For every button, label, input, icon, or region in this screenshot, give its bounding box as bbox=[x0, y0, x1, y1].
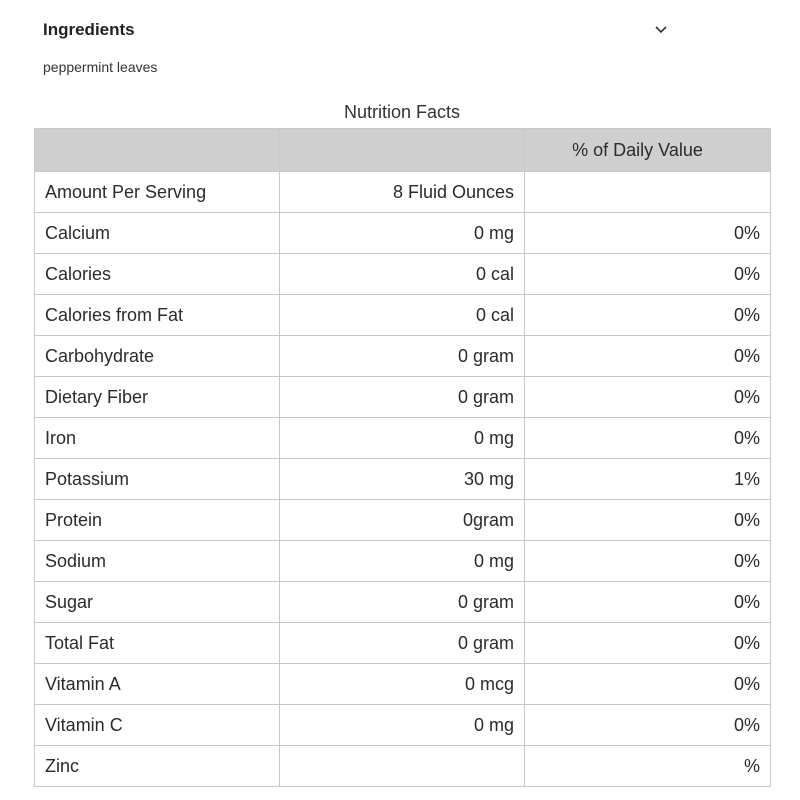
nutrient-amount-cell: 0 cal bbox=[280, 295, 525, 336]
nutrient-daily-value-cell: 0% bbox=[525, 664, 771, 705]
nutrient-daily-value-cell: 0% bbox=[525, 500, 771, 541]
table-row bbox=[35, 336, 771, 377]
nutrient-amount-cell: 0 gram bbox=[280, 582, 525, 623]
nutrient-amount-cell: 0 mg bbox=[280, 541, 525, 582]
table-row bbox=[35, 172, 771, 213]
nutrient-name-cell: Potassium bbox=[35, 459, 280, 500]
nutrient-amount-cell: 0 gram bbox=[280, 336, 525, 377]
nutrient-amount-cell bbox=[280, 746, 525, 787]
nutrient-amount-cell: 0 mg bbox=[280, 213, 525, 254]
nutrient-name-cell: Dietary Fiber bbox=[35, 377, 280, 418]
nutrient-amount-cell: 8 Fluid Ounces bbox=[280, 172, 525, 213]
nutrient-daily-value-cell: 0% bbox=[525, 295, 771, 336]
nutrition-table-body bbox=[35, 172, 771, 787]
table-row bbox=[35, 295, 771, 336]
nutrient-name-cell: Calories from Fat bbox=[35, 295, 280, 336]
table-row bbox=[35, 664, 771, 705]
nutrition-facts-title: Nutrition Facts bbox=[343, 102, 461, 122]
table-row bbox=[35, 500, 771, 541]
nutrient-name-cell: Iron bbox=[35, 418, 280, 459]
table-row bbox=[35, 254, 771, 295]
nutrient-daily-value-cell bbox=[525, 172, 771, 213]
nutrient-name-cell: Calories bbox=[35, 254, 280, 295]
table-row bbox=[35, 418, 771, 459]
table-header-row bbox=[35, 129, 771, 172]
nutrient-name-cell: Carbohydrate bbox=[35, 336, 280, 377]
table-row bbox=[35, 746, 771, 787]
ingredients-title: Ingredients bbox=[43, 20, 135, 39]
nutrient-amount-cell: 0 cal bbox=[280, 254, 525, 295]
header-cell-name bbox=[35, 129, 280, 172]
header-cell-daily-value: % of Daily Value bbox=[525, 129, 771, 172]
nutrient-daily-value-cell: 0% bbox=[525, 623, 771, 664]
nutrition-table bbox=[34, 128, 771, 787]
nutrient-daily-value-cell: 0% bbox=[525, 541, 771, 582]
nutrient-daily-value-cell: 0% bbox=[525, 213, 771, 254]
ingredients-text: peppermint leaves bbox=[43, 59, 158, 75]
nutrient-name-cell: Calcium bbox=[35, 213, 280, 254]
table-row bbox=[35, 541, 771, 582]
chevron-down-icon[interactable] bbox=[649, 18, 673, 42]
nutrient-daily-value-cell: 0% bbox=[525, 705, 771, 746]
nutrient-name-cell: Sugar bbox=[35, 582, 280, 623]
table-row bbox=[35, 459, 771, 500]
table-row bbox=[35, 213, 771, 254]
nutrient-amount-cell: 0 mcg bbox=[280, 664, 525, 705]
nutrient-name-cell: Vitamin A bbox=[35, 664, 280, 705]
nutrient-amount-cell: 0 gram bbox=[280, 623, 525, 664]
nutrient-amount-cell: 0 mg bbox=[280, 705, 525, 746]
header-cell-amount bbox=[280, 129, 525, 172]
nutrient-name-cell: Zinc bbox=[35, 746, 280, 787]
nutrient-daily-value-cell: 0% bbox=[525, 336, 771, 377]
nutrient-amount-cell: 0gram bbox=[280, 500, 525, 541]
table-row bbox=[35, 623, 771, 664]
nutrient-name-cell: Vitamin C bbox=[35, 705, 280, 746]
nutrient-amount-cell: 30 mg bbox=[280, 459, 525, 500]
nutrient-amount-cell: 0 mg bbox=[280, 418, 525, 459]
table-row bbox=[35, 582, 771, 623]
nutrient-name-cell: Protein bbox=[35, 500, 280, 541]
nutrient-name-cell: Total Fat bbox=[35, 623, 280, 664]
table-row bbox=[35, 377, 771, 418]
nutrient-name-cell: Sodium bbox=[35, 541, 280, 582]
nutrient-daily-value-cell: % bbox=[525, 746, 771, 787]
ingredients-header[interactable] bbox=[43, 18, 673, 42]
nutrient-amount-cell: 0 gram bbox=[280, 377, 525, 418]
table-row bbox=[35, 705, 771, 746]
nutrient-daily-value-cell: 0% bbox=[525, 254, 771, 295]
nutrient-daily-value-cell: 0% bbox=[525, 418, 771, 459]
nutrient-daily-value-cell: 0% bbox=[525, 377, 771, 418]
nutrient-daily-value-cell: 1% bbox=[525, 459, 771, 500]
nutrient-name-cell: Amount Per Serving bbox=[35, 172, 280, 213]
nutrient-daily-value-cell: 0% bbox=[525, 582, 771, 623]
